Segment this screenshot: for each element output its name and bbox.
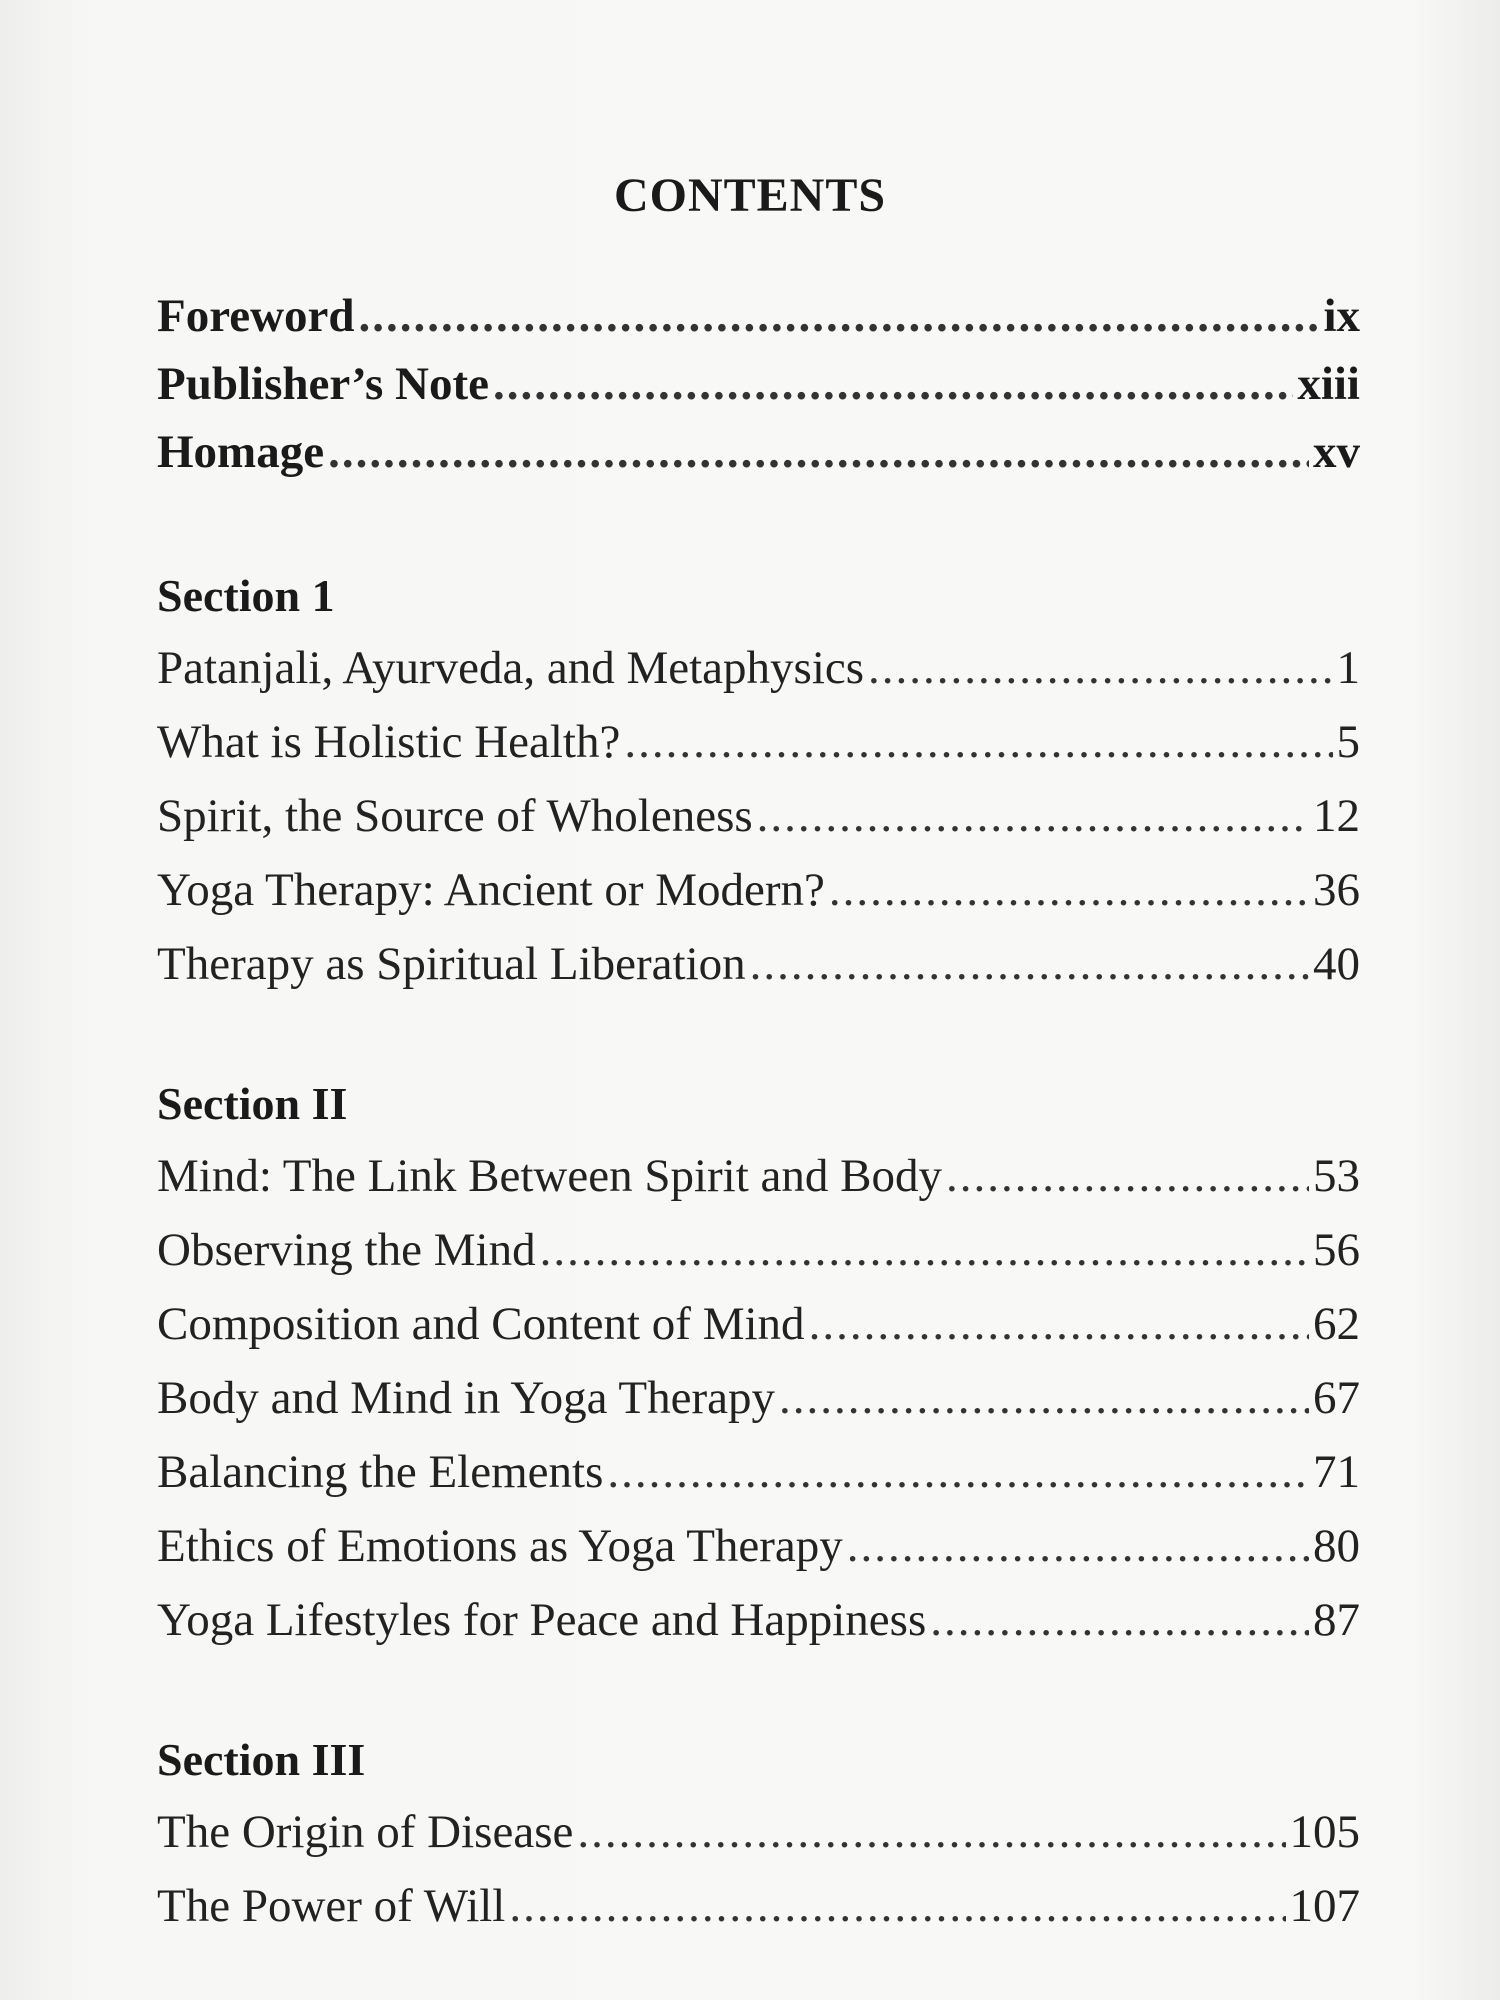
toc-entry <box>157 1518 1360 1574</box>
toc-entry <box>157 1296 1360 1352</box>
section-heading-3: Section III <box>157 1734 366 1785</box>
toc-entry-label: Composition and Content of Mind <box>157 1298 805 1350</box>
toc-entry-label: Foreword <box>157 290 355 342</box>
toc-entry-page: 36 <box>1313 864 1360 916</box>
leader-dots <box>624 714 1332 770</box>
toc-entry <box>157 862 1360 918</box>
toc-entry-label: Therapy as Spiritual Liberation <box>157 938 746 990</box>
section-heading-1: Section 1 <box>157 570 335 621</box>
toc-entry-label: Balancing the Elements <box>157 1446 604 1498</box>
leader-dots <box>607 1444 1309 1500</box>
toc-entry-label: Ethics of Emotions as Yoga Therapy <box>157 1520 843 1572</box>
toc-entry-label: Spirit, the Source of Wholeness <box>157 790 753 842</box>
toc-entry-foreword <box>157 288 1360 344</box>
toc-entry-page: 80 <box>1313 1520 1360 1572</box>
leader-dots <box>847 1518 1309 1574</box>
toc-entry <box>157 1444 1360 1500</box>
section-heading-2: Section II <box>157 1078 348 1129</box>
leader-dots <box>779 1370 1309 1426</box>
toc-entry <box>157 1222 1360 1278</box>
toc-entry-label: The Power of Will <box>157 1880 506 1932</box>
leader-dots <box>577 1804 1285 1860</box>
toc-entry-homage <box>157 424 1360 480</box>
toc-entry-page: 62 <box>1313 1298 1360 1350</box>
leader-dots <box>930 1592 1309 1648</box>
toc-entry-page: 40 <box>1313 938 1360 990</box>
toc-entry-label: Yoga Lifestyles for Peace and Happiness <box>157 1594 927 1646</box>
toc-entry-label: Observing the Mind <box>157 1224 536 1276</box>
toc-entry <box>157 640 1360 696</box>
toc-entry-publishers-note <box>157 356 1360 412</box>
leader-dots <box>493 356 1293 412</box>
toc-entry-page: xiii <box>1297 358 1360 410</box>
toc-entry <box>157 788 1360 844</box>
toc-entry-label: Mind: The Link Between Spirit and Body <box>157 1150 943 1202</box>
toc-entry <box>157 936 1360 992</box>
toc-entry <box>157 1148 1360 1204</box>
toc-entry-label: Patanjali, Ayurveda, and Metaphysics <box>157 642 865 694</box>
toc-entry-page: 107 <box>1289 1880 1360 1932</box>
toc-entry <box>157 1804 1360 1860</box>
toc-entry-page: 87 <box>1313 1594 1360 1646</box>
leader-dots <box>509 1878 1285 1934</box>
toc-entry-page: 105 <box>1289 1806 1360 1858</box>
toc-entry-page: 53 <box>1313 1150 1360 1202</box>
toc-entry-label: Publisher’s Note <box>157 358 490 410</box>
leader-dots <box>757 788 1309 844</box>
toc-entry-label: The Origin of Disease <box>157 1806 574 1858</box>
toc-entry-label: Body and Mind in Yoga Therapy <box>157 1372 775 1424</box>
toc-entry-page: 67 <box>1313 1372 1360 1424</box>
leader-dots <box>750 936 1309 992</box>
toc-entry <box>157 1878 1360 1934</box>
toc-entry-page: ix <box>1323 290 1360 342</box>
toc-entry-label: What is Holistic Health? <box>157 716 621 768</box>
toc-entry-page: 71 <box>1313 1446 1360 1498</box>
toc-entry <box>157 1370 1360 1426</box>
toc-entry-page: 1 <box>1336 642 1360 694</box>
toc-entry-page: xv <box>1313 426 1360 478</box>
leader-dots <box>809 1296 1309 1352</box>
toc-entry-page: 5 <box>1336 716 1360 768</box>
leader-dots <box>868 640 1332 696</box>
toc-entry <box>157 1592 1360 1648</box>
leader-dots <box>540 1222 1309 1278</box>
leader-dots <box>359 288 1320 344</box>
toc-entry <box>157 714 1360 770</box>
toc-entry-label: Homage <box>157 426 325 478</box>
leader-dots <box>946 1148 1309 1204</box>
page-title: CONTENTS <box>613 169 887 222</box>
leader-dots <box>829 862 1309 918</box>
leader-dots <box>328 424 1309 480</box>
toc-entry-page: 12 <box>1313 790 1360 842</box>
toc-entry-page: 56 <box>1313 1224 1360 1276</box>
toc-entry-label: Yoga Therapy: Ancient or Modern? <box>157 864 825 916</box>
